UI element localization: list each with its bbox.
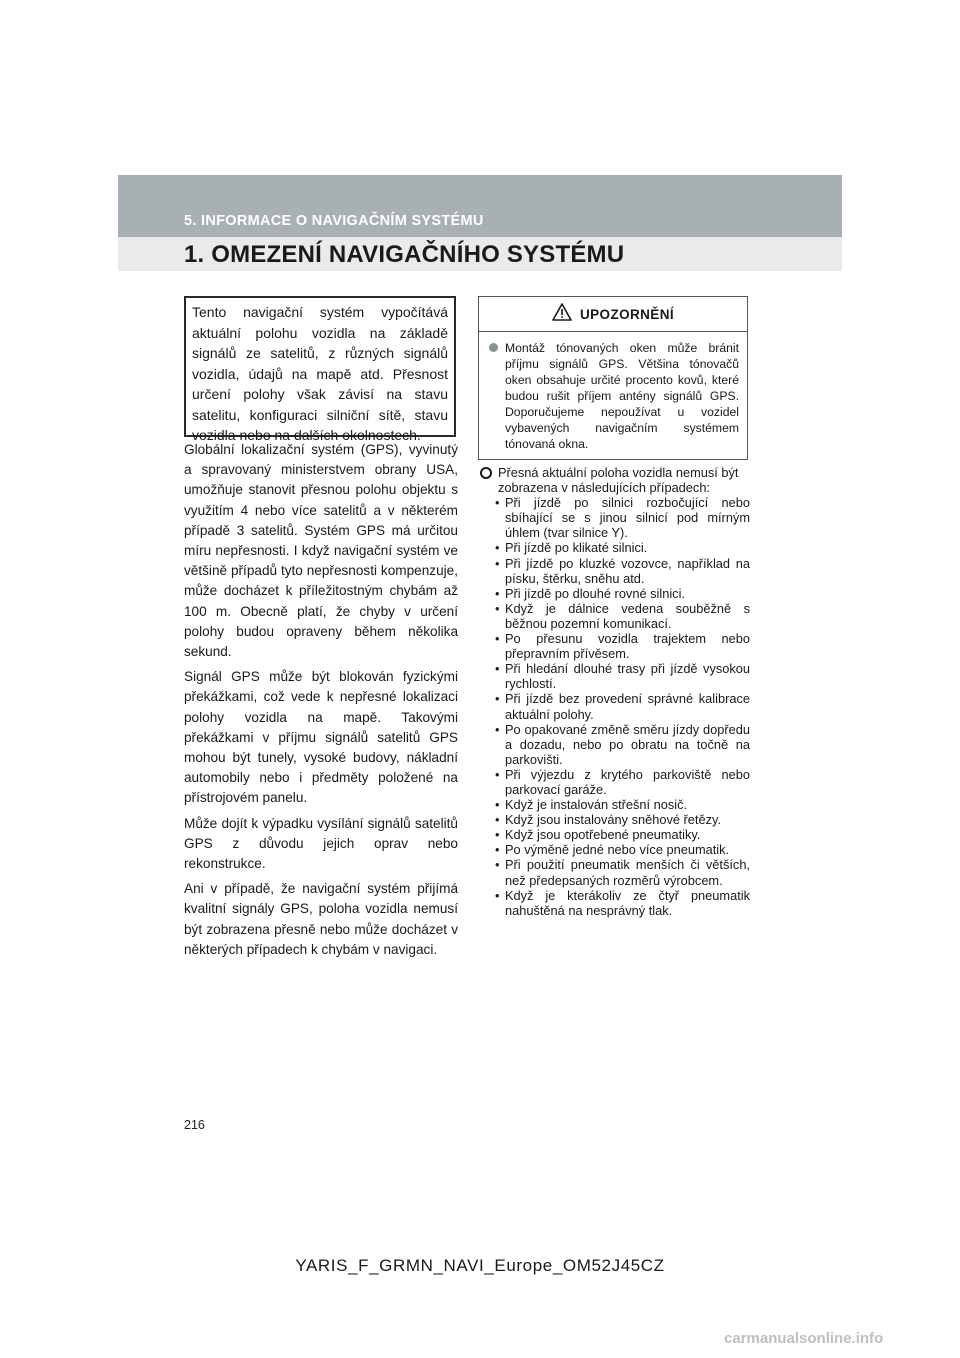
right-column xyxy=(478,465,750,918)
list-item: • Když jsou opotřebené pneumatiky. xyxy=(495,827,750,842)
bullet-dot-icon xyxy=(489,343,498,352)
paragraph-errors: Ani v případě, že navigační systém přijímá kvalitní signály GPS, poloha vozidla nemusí být zobrazena přesně nebo může docházet v některých případech k chybám v navigaci. xyxy=(184,881,458,957)
section-label: 5. INFORMACE O NAVIGAČNÍM SYSTÉMU xyxy=(184,213,484,229)
paragraph-outage: Může dojít k výpadku vysílání signálů satelitů GPS z důvodu jejich oprav nebo rekonstrukce. xyxy=(184,815,458,872)
watermark: carmanualsonline.info xyxy=(724,1330,884,1347)
list-item: • Když je instalován střešní nosič. xyxy=(495,797,750,812)
list-item: • Při jízdě po kluzké vozovce, například na písku, štěrku, sněhu atd. xyxy=(495,556,750,586)
list-item: • Po opakované změně směru jízdy dopředu a dozadu, nebo po obratu na točně na parkovišti. xyxy=(495,722,750,767)
caution-box xyxy=(478,296,748,460)
list-item: • Při jízdě po klikaté silnici. xyxy=(495,540,750,555)
page-number: 216 xyxy=(184,1118,205,1132)
ring-bullet-icon xyxy=(480,467,492,479)
footer-code: YARIS_F_GRMN_NAVI_Europe_OM52J45CZ xyxy=(295,1256,665,1275)
caution-header xyxy=(479,297,747,332)
warning-triangle-icon xyxy=(552,303,572,326)
situation-list xyxy=(478,495,750,918)
list-item: • Po přesunu vozidla trajektem nebo přepravním přívěsem. xyxy=(495,631,750,661)
right-intro: Přesná aktuální poloha vozidla nemusí být zobrazena v následujících případech: xyxy=(498,465,739,496)
left-column xyxy=(184,440,458,965)
list-item: • Při jízdě bez provedení správné kalibrace aktuální polohy. xyxy=(495,691,750,721)
list-item: • Při použití pneumatik menších či větších, než předepsaných rozměrů výrobcem. xyxy=(495,857,750,887)
list-item: • Když je kterákoliv ze čtyř pneumatik nahuštěná na nesprávný tlak. xyxy=(495,888,750,918)
page-title: 1. OMEZENÍ NAVIGAČNÍHO SYSTÉMU xyxy=(184,241,625,268)
caution-body xyxy=(479,332,747,452)
list-item: • Když je dálnice vedena souběžně s běžnou pozemní komunikací. xyxy=(495,601,750,631)
list-item: • Při výjezdu z krytého parkoviště nebo parkovací garáže. xyxy=(495,767,750,797)
caution-text: Montáž tónovaných oken může bránit příjmu signálů GPS. Většina tónovačů oken obsahuje určité procento kovů, které budou rušit příjem antény signálů GPS. Doporučujeme nepoužívat u vozidel vybavených navigačním systémem tónovaná okna. xyxy=(505,341,739,451)
paragraph-gps: Globální lokalizační systém (GPS), vyvinutý a spravovaný ministerstvem obrany USA, umožňuje stanovit přesnou polohu objektu s využitím 4 nebo více satelitů a v některém případě 3 satelitů. Systém GPS má určitou míru nepřesnosti. I když navigační systém ve většině případů tyto nepřesnosti kompenzuje, může docházet k příležitostným chybám až 100 m. Obecně platí, že chyby v určení polohy budou opraveny během několika sekund. xyxy=(184,442,458,660)
intro-box: Tento navigační systém vypočítává aktuální polohu vozidla na základě signálů ze satelitů, z různých signálů vozidla, údajů na mapě atd. Přesnost určení polohy však závisí na stavu satelitu, konfiguraci silniční sítě, stavu vozidla nebo na dalších okolnostech. xyxy=(184,296,456,437)
list-item: • Po výměně jedné nebo více pneumatik. xyxy=(495,842,750,857)
list-item: • Při jízdě po silnici rozbočující nebo sbíhající se s jinou silnicí pod mírným úhlem (tvar silnice Y). xyxy=(495,495,750,540)
main-bullet xyxy=(478,465,750,495)
paragraph-blocking: Signál GPS může být blokován fyzickými překážkami, což vede k nepřesné lokalizaci polohy vozidla na mapě. Takovými překážkami v příjmu signálů satelitů GPS mohou být tunely, vysoké budovy, nákladní automobily nebo i předměty položené na přístrojovém panelu. xyxy=(184,669,458,806)
list-item: • Když jsou instalovány sněhové řetězy. xyxy=(495,812,750,827)
list-item: • Při jízdě po dlouhé rovné silnici. xyxy=(495,586,750,601)
list-item: • Při hledání dlouhé trasy při jízdě vysokou rychlostí. xyxy=(495,661,750,691)
caution-title: UPOZORNĚNÍ xyxy=(579,306,674,322)
